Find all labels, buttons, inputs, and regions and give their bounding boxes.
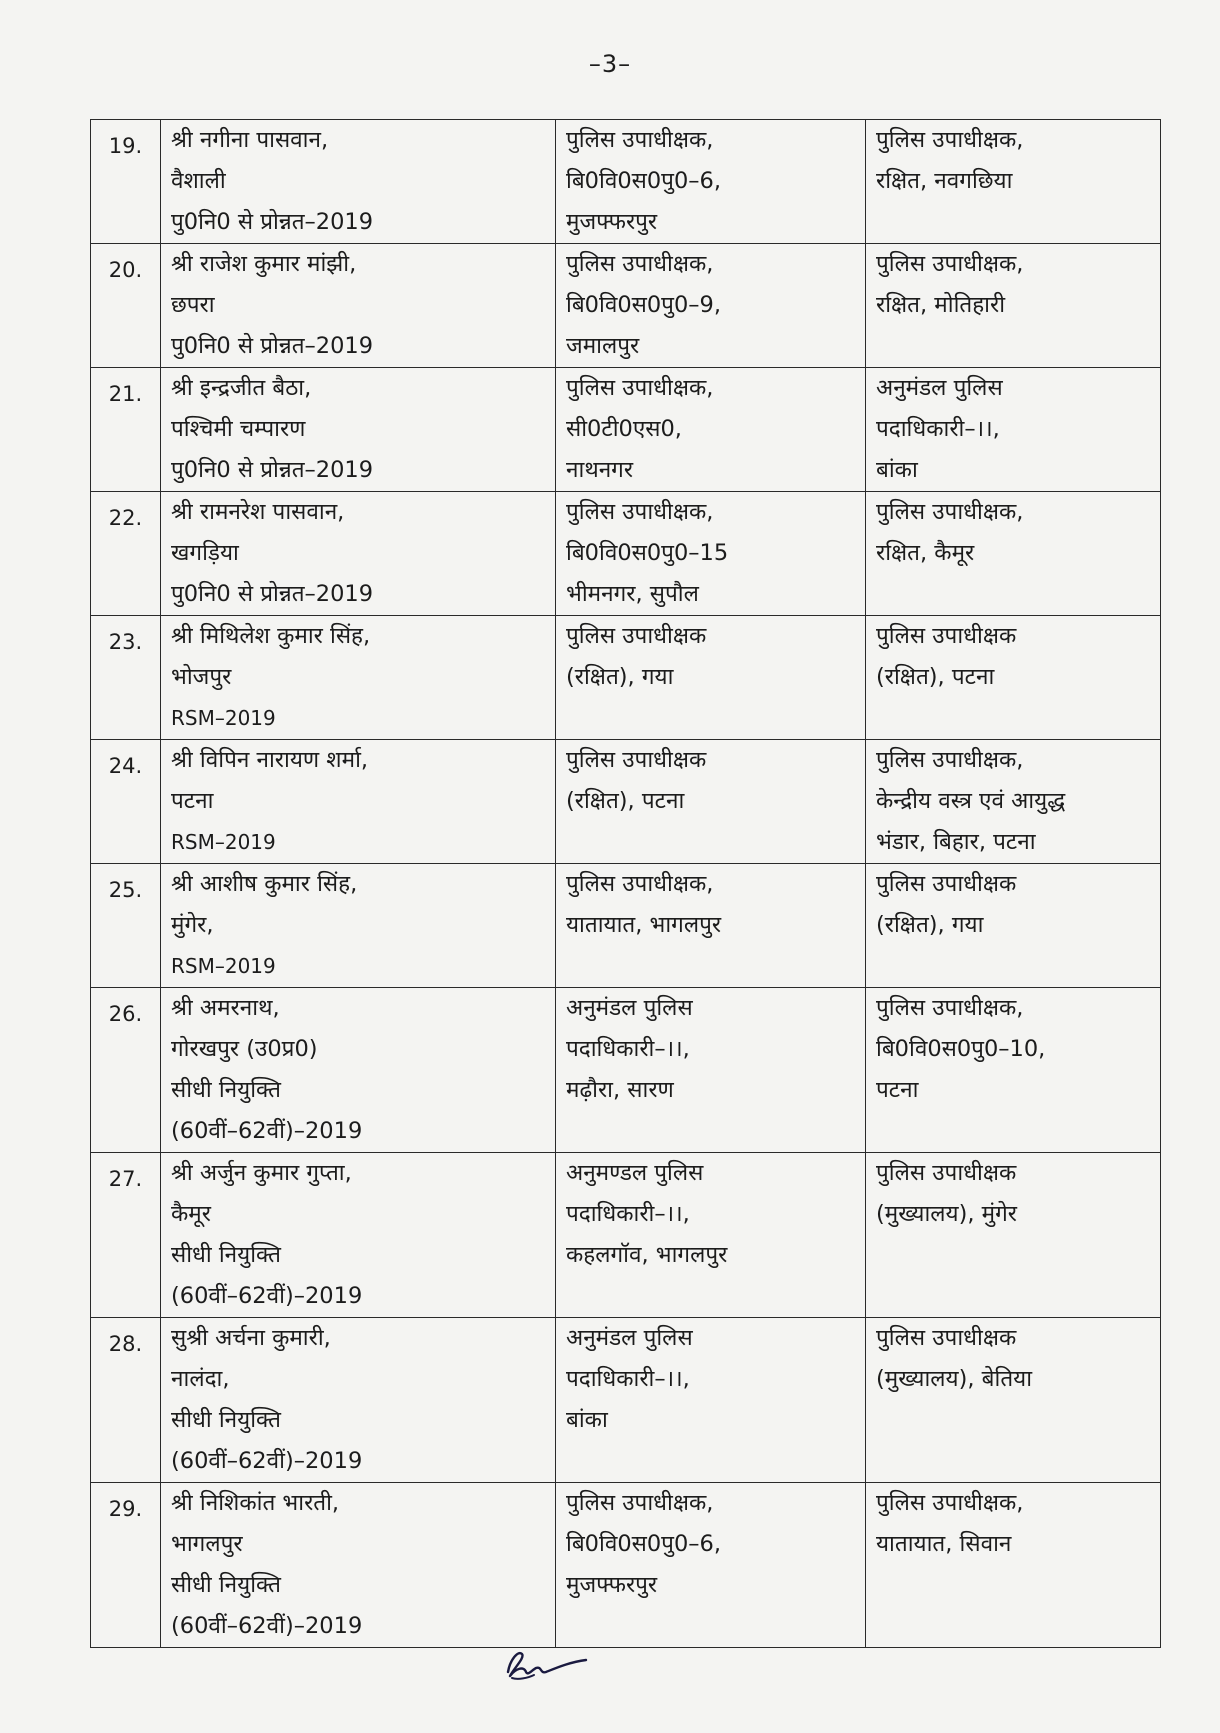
new-posting-line: पुलिस उपाधीक्षक, (876, 251, 1024, 277)
current-posting-cell (556, 616, 866, 740)
table-row (91, 120, 1161, 244)
new-posting-cell (866, 368, 1161, 492)
serial-number-cell: 22. (91, 492, 161, 616)
current-posting-line: (रक्षित), गया (566, 664, 674, 690)
officer-name-line: श्री रामनरेश पासवान, (171, 499, 345, 525)
table-row (91, 1318, 1161, 1483)
new-posting-line: (रक्षित), पटना (876, 664, 995, 690)
new-posting-line: पुलिस उपाधीक्षक, (876, 499, 1024, 525)
officer-name-line: पु0नि0 से प्रोन्नत–2019 (171, 209, 374, 235)
officer-name-line: (60वीं–62वीं)–2019 (171, 1448, 363, 1474)
officer-name-line: सीधी नियुक्ति (171, 1572, 281, 1598)
current-posting-cell (556, 492, 866, 616)
officer-name-cell (161, 368, 556, 492)
officer-name-line: श्री मिथिलेश कुमार सिंह, (171, 623, 371, 649)
new-posting-cell (866, 1318, 1161, 1483)
new-posting-cell (866, 740, 1161, 864)
current-posting-line: पदाधिकारी–।।, (566, 1201, 690, 1227)
officer-name-line: सीधी नियुक्ति (171, 1407, 281, 1433)
current-posting-line: पुलिस उपाधीक्षक, (566, 127, 714, 153)
table-row (91, 616, 1161, 740)
new-posting-line: पुलिस उपाधीक्षक (876, 871, 1017, 897)
officer-name-cell (161, 1483, 556, 1648)
current-posting-line: अनुमंडल पुलिस (566, 995, 693, 1021)
officer-name-line: RSM–2019 (171, 706, 276, 730)
new-posting-line: पटना (876, 1077, 919, 1103)
new-posting-cell (866, 120, 1161, 244)
current-posting-line: पुलिस उपाधीक्षक, (566, 1490, 714, 1516)
current-posting-line: मढ़ौरा, सारण (566, 1077, 674, 1103)
current-posting-line: पुलिस उपाधीक्षक, (566, 251, 714, 277)
new-posting-line: पुलिस उपाधीक्षक, (876, 747, 1024, 773)
serial-number-cell: 23. (91, 616, 161, 740)
table-row (91, 244, 1161, 368)
current-posting-cell (556, 864, 866, 988)
serial-number-cell: 21. (91, 368, 161, 492)
current-posting-line: नाथनगर (566, 457, 634, 483)
new-posting-cell (866, 988, 1161, 1153)
officer-name-line: खगड़िया (171, 540, 239, 566)
new-posting-cell (866, 1153, 1161, 1318)
officer-name-cell (161, 1153, 556, 1318)
current-posting-line: बि0वि0स0पु0–6, (566, 1531, 721, 1557)
officer-name-line: भागलपुर (171, 1531, 243, 1557)
serial-number-cell: 20. (91, 244, 161, 368)
serial-number-cell: 19. (91, 120, 161, 244)
current-posting-cell (556, 1318, 866, 1483)
current-posting-line: पुलिस उपाधीक्षक, (566, 499, 714, 525)
current-posting-line: मुजफ्फरपुर (566, 1572, 658, 1598)
officer-name-line: RSM–2019 (171, 830, 276, 854)
new-posting-line: यातायात, सिवान (876, 1531, 1012, 1557)
current-posting-line: (रक्षित), पटना (566, 788, 685, 814)
new-posting-line: पुलिस उपाधीक्षक, (876, 1490, 1024, 1516)
officer-name-line: नालंदा, (171, 1366, 230, 1392)
new-posting-line: रक्षित, मोतिहारी (876, 292, 1006, 318)
officer-name-line: मुंगेर, (171, 912, 214, 938)
new-posting-line: केन्द्रीय वस्त्र एवं आयुद्ध (876, 788, 1066, 814)
table-row (91, 740, 1161, 864)
current-posting-cell (556, 368, 866, 492)
current-posting-line: पुलिस उपाधीक्षक (566, 747, 707, 773)
new-posting-line: पदाधिकारी–।।, (876, 416, 1000, 442)
posting-table (90, 119, 1161, 1648)
officer-name-cell (161, 616, 556, 740)
officer-name-line: श्री इन्द्रजीत बैठा, (171, 375, 312, 401)
current-posting-line: अनुमंडल पुलिस (566, 1325, 693, 1351)
current-posting-line: भीमनगर, सुपौल (566, 581, 699, 607)
officer-name-line: श्री विपिन नारायण शर्मा, (171, 747, 369, 773)
officer-name-line: पु0नि0 से प्रोन्नत–2019 (171, 581, 374, 607)
officer-name-cell (161, 864, 556, 988)
officer-name-line: RSM–2019 (171, 954, 276, 978)
officer-name-line: (60वीं–62वीं)–2019 (171, 1613, 363, 1639)
officer-name-line: पश्चिमी चम्पारण (171, 416, 306, 442)
current-posting-line: पुलिस उपाधीक्षक, (566, 375, 714, 401)
officer-name-line: कैमूर (171, 1201, 211, 1227)
officer-name-line: पटना (171, 788, 214, 814)
officer-name-line: श्री आशीष कुमार सिंह, (171, 871, 358, 897)
page-number: –3– (588, 50, 632, 78)
current-posting-line: सी0टी0एस0, (566, 416, 682, 442)
officer-name-line: सुश्री अर्चना कुमारी, (171, 1325, 331, 1351)
table-body (91, 120, 1161, 1648)
current-posting-line: पदाधिकारी–।।, (566, 1036, 690, 1062)
officer-name-line: पु0नि0 से प्रोन्नत–2019 (171, 333, 374, 359)
current-posting-line: मुजफ्फरपुर (566, 209, 658, 235)
new-posting-line: बांका (876, 457, 918, 483)
new-posting-cell (866, 616, 1161, 740)
officer-name-line: (60वीं–62वीं)–2019 (171, 1118, 363, 1144)
new-posting-cell (866, 864, 1161, 988)
officer-name-cell (161, 244, 556, 368)
current-posting-cell (556, 244, 866, 368)
officer-name-line: छपरा (171, 292, 215, 318)
officer-name-line: गोरखपुर (उ0प्र0) (171, 1036, 318, 1062)
new-posting-line: पुलिस उपाधीक्षक, (876, 995, 1024, 1021)
officer-name-line: श्री निशिकांत भारती, (171, 1490, 340, 1516)
officer-name-line: वैशाली (171, 168, 226, 194)
current-posting-line: यातायात, भागलपुर (566, 912, 722, 938)
current-posting-cell (556, 988, 866, 1153)
officer-name-line: श्री नगीना पासवान, (171, 127, 329, 153)
serial-number-cell: 27. (91, 1153, 161, 1318)
new-posting-line: पुलिस उपाधीक्षक, (876, 127, 1024, 153)
officer-name-line: सीधी नियुक्ति (171, 1077, 281, 1103)
new-posting-line: अनुमंडल पुलिस (876, 375, 1003, 401)
current-posting-line: अनुमण्डल पुलिस (566, 1160, 704, 1186)
new-posting-cell (866, 1483, 1161, 1648)
current-posting-line: कहलगॉव, भागलपुर (566, 1242, 728, 1268)
serial-number-cell: 28. (91, 1318, 161, 1483)
current-posting-line: पुलिस उपाधीक्षक, (566, 871, 714, 897)
current-posting-line: बि0वि0स0पु0–9, (566, 292, 721, 318)
officer-name-cell (161, 492, 556, 616)
serial-number-cell: 26. (91, 988, 161, 1153)
current-posting-line: बांका (566, 1407, 608, 1433)
new-posting-line: पुलिस उपाधीक्षक (876, 1325, 1017, 1351)
serial-number-cell: 24. (91, 740, 161, 864)
officer-name-line: श्री अमरनाथ, (171, 995, 280, 1021)
table-row (91, 1153, 1161, 1318)
new-posting-line: रक्षित, कैमूर (876, 540, 975, 566)
current-posting-cell (556, 1153, 866, 1318)
officer-name-line: श्री अर्जुन कुमार गुप्ता, (171, 1160, 352, 1186)
officer-name-cell (161, 120, 556, 244)
current-posting-line: बि0वि0स0पु0–6, (566, 168, 721, 194)
new-posting-line: (मुख्यालय), मुंगेर (876, 1201, 1017, 1227)
new-posting-line: भंडार, बिहार, पटना (876, 829, 1036, 855)
new-posting-cell (866, 492, 1161, 616)
table-row (91, 864, 1161, 988)
table-row (91, 1483, 1161, 1648)
table-row (91, 988, 1161, 1153)
current-posting-line: जमालपुर (566, 333, 640, 359)
current-posting-line: पुलिस उपाधीक्षक (566, 623, 707, 649)
officer-name-line: सीधी नियुक्ति (171, 1242, 281, 1268)
officer-name-cell (161, 1318, 556, 1483)
serial-number-cell: 25. (91, 864, 161, 988)
current-posting-cell (556, 740, 866, 864)
table-row (91, 368, 1161, 492)
new-posting-line: पुलिस उपाधीक्षक (876, 1160, 1017, 1186)
current-posting-cell (556, 120, 866, 244)
new-posting-cell (866, 244, 1161, 368)
officer-name-cell (161, 988, 556, 1153)
current-posting-line: बि0वि0स0पु0–15 (566, 540, 729, 566)
current-posting-line: पदाधिकारी–।।, (566, 1366, 690, 1392)
officer-name-cell (161, 740, 556, 864)
new-posting-line: (रक्षित), गया (876, 912, 984, 938)
signature-mark (500, 1642, 590, 1684)
table-row (91, 492, 1161, 616)
officer-name-line: पु0नि0 से प्रोन्नत–2019 (171, 457, 374, 483)
officer-name-line: भोजपुर (171, 664, 232, 690)
new-posting-line: रक्षित, नवगछिया (876, 168, 1013, 194)
new-posting-line: बि0वि0स0पु0–10, (876, 1036, 1046, 1062)
new-posting-line: (मुख्यालय), बेतिया (876, 1366, 1033, 1392)
current-posting-cell (556, 1483, 866, 1648)
serial-number-cell: 29. (91, 1483, 161, 1648)
officer-name-line: श्री राजेश कुमार मांझी, (171, 251, 357, 277)
new-posting-line: पुलिस उपाधीक्षक (876, 623, 1017, 649)
officer-name-line: (60वीं–62वीं)–2019 (171, 1283, 363, 1309)
